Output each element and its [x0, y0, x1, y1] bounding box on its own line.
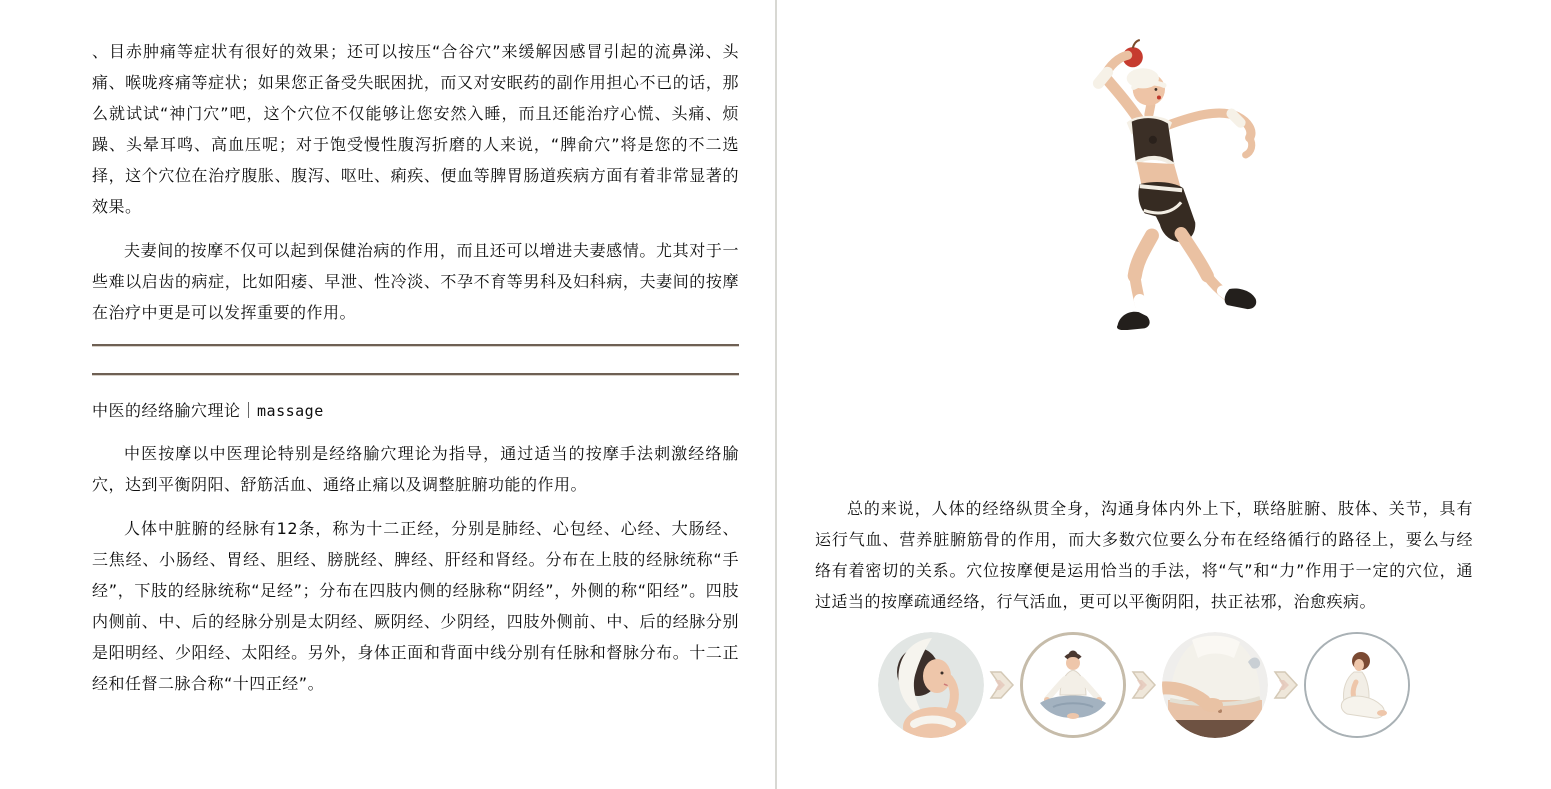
section-divider-line-bottom: [92, 373, 739, 376]
paragraph-theory-intro: 中医按摩以中医理论特别是经络腧穴理论为指导，通过适当的按摩手法刺激经络腧穴，达到平衡阴阳、舒筋活血、通络止痛以及调整脏腑功能的作用。: [92, 444, 739, 494]
paragraph-meridian-summary: 总的来说，人体的经络纵贯全身，沟通身体内外上下，联络脏腑、肢体、关节，具有运行气血、营养脏腑筋骨的作用，而大多数穴位要么分布在经络循行的路径上，要么与经络有着密切的关系。穴位按摩便是运用恰当的手法，将“气”和“力”作用于一定的穴位，通过适当的按摩疏通经络，行气活血，更可以平衡阴阳，扶正祛邪，治愈疾病。: [815, 499, 1473, 611]
exercise-photo: [1038, 36, 1296, 328]
paragraph-couple-massage: 夫妻间的按摩不仅可以起到保健治病的作用，而且还可以增进夫妻感情。尤其对于一些难以启齿的病症，比如阳痿、早泄、性冷淡、不孕不育等男科及妇科病，夫妻间的按摩在治疗中更是可以发挥重要的作用。: [92, 241, 739, 322]
paragraph-meridians: 人体中脏腑的经脉有12条，称为十二正经，分别是肺经、心包经、心经、大肠经、三焦经、小肠经、胃经、胆经、膀胱经、脾经、肝经和肾经。分布在上肢的经脉统称“手经”，下肢的经脉统称“足经”；分布在四肢内侧的经脉称“阴经”，外侧的称“阳经”。四肢内侧前、中、后的经脉分别是太阴经、厥阴经、少阴经，四肢外侧前、中、后的经脉分别是阳明经、少阳经、太阳经。另外，身体正面和背面中线分别有任脉和督脉分布。十二正经和任督二脉合称“十四正经”。: [92, 519, 739, 693]
gallery-photo-sitting-pose: [1304, 632, 1410, 738]
section-title-zh: 中医的经络腧穴理论: [92, 401, 241, 420]
meditation-illustration: [1023, 635, 1123, 735]
facial-spa-illustration: [878, 632, 984, 738]
section-divider-line-top: [92, 344, 739, 347]
exercise-figure-illustration: [1038, 36, 1296, 330]
chevron-right-icon: [1131, 668, 1157, 702]
gallery-photo-abdomen-massage: [1162, 632, 1268, 738]
gallery-photo-facial-spa: [878, 632, 984, 738]
chevron-right-icon: [989, 668, 1015, 702]
paragraph-acupoints: 、目赤肿痛等症状有很好的效果；还可以按压“合谷穴”来缓解因感冒引起的流鼻涕、头痛、喉咙疼痛等症状；如果您正备受失眠困扰，而又对安眠药的副作用担心不已的话，那么就试试“神门穴”吧，这个穴位不仅能够让您安然入睡，而且还能治疗心慌、头痛、烦躁、头晕耳鸣、高血压呢；对于饱受慢性腹泻折磨的人来说，“脾俞穴”将是您的不二选择，这个穴位在治疗腹胀、腹泻、呕吐、痢疾、便血等脾胃肠道疾病方面有着非常显著的效果。: [92, 42, 739, 216]
chevron-right-icon: [1273, 668, 1299, 702]
massage-steps-gallery: [878, 632, 1410, 738]
abdomen-massage-illustration: [1162, 632, 1268, 738]
sitting-pose-illustration: [1306, 634, 1408, 736]
page-gutter-divider: [775, 0, 777, 789]
page-left: [92, 36, 739, 699]
section-title-en: massage: [257, 402, 324, 420]
gallery-photo-meditation: [1020, 632, 1126, 738]
section-title: [92, 400, 739, 422]
section-title-separator: ｜: [240, 401, 258, 420]
